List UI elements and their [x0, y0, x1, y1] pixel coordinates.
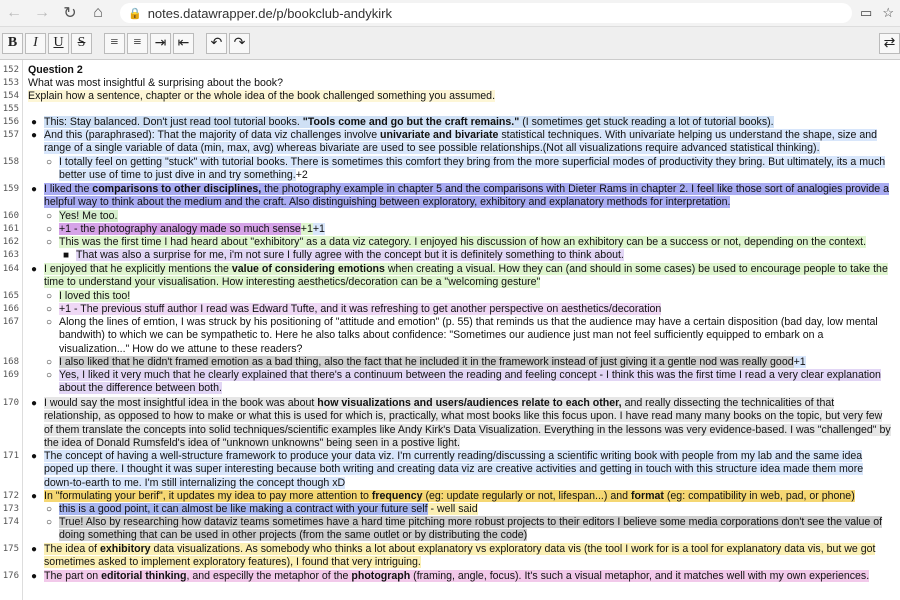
- redo-icon[interactable]: ↷: [229, 33, 250, 54]
- line-number: 152: [2, 65, 19, 75]
- unordered-list-icon[interactable]: ≡: [127, 33, 148, 54]
- bold-button[interactable]: B: [2, 33, 23, 54]
- line-number: 154: [2, 91, 19, 101]
- lock-icon: 🔒: [128, 7, 142, 20]
- pad-line: ● I enjoyed that he explicitly mentions the value of considering emotions when creating a visual. How they can (and should in some cases) be used to encourage people to take the time to understand your visualisation. How interesting aesthetics/decoration can be a "welcoming gesture": [31, 263, 888, 289]
- back-arrow-icon[interactable]: ←: [6, 4, 22, 21]
- pad-line: Explain how a sentence, chapter or the whole idea of the book challenged something you assumed.: [28, 90, 496, 102]
- line-number: 156: [2, 117, 19, 127]
- line-number: 161: [2, 224, 19, 234]
- line-number: 157: [2, 130, 19, 140]
- pad-line: ○ This was the first time I had heard about "exhibitory" as a data viz category. I enjoyed his discussion of how an exhibitory can be a success or not, depending on the context.: [46, 236, 867, 248]
- pad-line: ● In "formulating your berif", it updates my idea to pay more attention to frequency (eg: update regularly or not, lifespan...) and format (eg: compatibility in web, pad, or phone): [31, 490, 855, 502]
- line-number: 172: [2, 491, 19, 501]
- line-number: 153: [2, 78, 19, 88]
- line-number: 166: [2, 304, 19, 314]
- editor-toolbar: [0, 27, 900, 60]
- settings-toggle-icon[interactable]: ⇄: [879, 33, 900, 54]
- italic-button[interactable]: I: [25, 33, 46, 54]
- line-number: 176: [2, 571, 19, 581]
- indent-icon[interactable]: ⇥: [150, 33, 171, 54]
- pad-line: ○ Yes! Me too.: [46, 210, 118, 222]
- pad-line: ● The part on editorial thinking, and especilly the metaphor of the photograph (framing, angle, focus). It's such a visual metaphor, and it matches well with my own experiences.: [31, 570, 870, 582]
- cast-icon[interactable]: ▭: [860, 5, 873, 20]
- line-number: 160: [2, 211, 19, 221]
- line-number: 164: [2, 264, 19, 274]
- ordered-list-icon[interactable]: ≡: [104, 33, 125, 54]
- pad-line: ■ That was also a surprise for me, i'm not sure I fully agree with the concept but it is definitely something to think about.: [63, 249, 624, 261]
- line-number: 158: [2, 157, 19, 167]
- home-icon[interactable]: ⌂: [93, 4, 103, 21]
- url-text: notes.datawrapper.de/p/bookclub-andykirk: [147, 5, 392, 21]
- undo-icon[interactable]: ↶: [206, 33, 227, 54]
- pad-line: ○ I totally feel on getting "stuck" with tutorial books. There is sometimes this comfort they bring from the more superficial modes of productivity they bring. But ultimately, its a much better use of time to just dive in and try something.+2: [46, 156, 886, 182]
- line-number: 170: [2, 398, 19, 408]
- pad-line: ● I would say the most insightful idea in the book was about how visualizations and users/audiences relate to each other, and really dissecting the technicalities of that relationship, as opposed to how to make or what this is used for which is, practically, what most books like this focus upon. I have read many many books on the topic, but very few of them translate the concepts into solid techniques/scientific examples like Andy Kirk's Data Visualization. Everything in the lessons was very evidence-based. I was "challenged" by the idea of Donald Rumsfeld's idea of "unknown unknowns" being seen in a postive light.: [31, 397, 891, 449]
- pad-line: ○ Yes, I liked it very much that he clearly explained that there's a continuum between the reading and feeling concept - I think this was the first time I read a very clear explanation about the difference between both.: [46, 369, 881, 395]
- strikethrough-button[interactable]: S: [71, 33, 92, 54]
- pad-line: ○ this is a good point, it can almost be like making a contract with your future self - well said: [46, 503, 478, 515]
- pad-line: ○ +1 - the photography analogy made so much sense+1+1: [46, 223, 325, 235]
- line-number: 175: [2, 544, 19, 554]
- line-number: 167: [2, 317, 19, 327]
- underline-button[interactable]: U: [48, 33, 69, 54]
- line-number: 173: [2, 504, 19, 514]
- pad-line: ○ I also liked that he didn't framed emotion as a bad thing, also the fact that he included it in the framework instead of just giving it a gentle nod was really good+1: [46, 356, 806, 368]
- line-number: 168: [2, 357, 19, 367]
- pad-line: ○ Along the lines of emtion, I was struck by his positioning of "attitude and emotion" (p. 55) that reminds us that the audience may have a certain disposition (bad day, low mental bandwith) to which we can be sympathetic to. Here he also talks about confidence: "Sometimes our audience just man not feel sufficiently equipped to embark on a visualization..." How do we attune to these readers?: [46, 316, 878, 355]
- outdent-icon[interactable]: ⇤: [173, 33, 194, 54]
- line-number: 174: [2, 517, 19, 527]
- pad-line: ○ +1 - The previous stuff author I read was Edward Tufte, and it was refreshing to get another perspective on aesthetics/decoration: [46, 303, 662, 315]
- line-number: 155: [2, 104, 19, 114]
- line-number: 169: [2, 370, 19, 380]
- address-bar[interactable]: [120, 3, 852, 23]
- line-number: 162: [2, 237, 19, 247]
- pad-line: ● This: Stay balanced. Don't just read tool tutorial books. "Tools come and go but the craft remains." (I sometimes get stuck reading a lot of tutorial books).: [31, 116, 774, 128]
- line-number: 163: [2, 250, 19, 260]
- pad-line: ○ True! Also by researching how dataviz teams sometimes have a hard time pitching more robust projects to their editors I believe some media corporations don't see the value of doing something that can be used in other projects (from the same outlet or by distributing the code): [46, 516, 883, 542]
- pad-line: ● The idea of exhibitory data visualizations. As somebody who thinks a lot about explanatory vs exploratory data vis (the tool I work for is a tool for explanatory data vis, but we got sometimes asked to implement exploratory features), I found that very intriguing.: [31, 543, 876, 569]
- line-number: 171: [2, 451, 19, 461]
- line-number: 159: [2, 184, 19, 194]
- pad-line: ○ I loved this too!: [46, 290, 131, 302]
- star-icon[interactable]: ☆: [882, 5, 894, 20]
- browser-bar: [0, 0, 900, 27]
- pad-line: ● The concept of having a well-structure framework to produce your data viz. I'm currently reading/discussing a scientific writing book with people from my lab and the same idea poped up there. I thought it was super interesting because both writing and creating data viz are creative activities and getting in touch with this structure idea made them more down-to-earth to me. I'm still internalizing the concept though xD: [31, 450, 864, 489]
- pad-line: What was most insightful & surprising about the book?: [28, 77, 283, 89]
- reload-icon[interactable]: ↻: [63, 5, 77, 22]
- pad-line: ● I liked the comparisons to other disciplines, the photography example in chapter 5 and the comparisons with Dieter Rams in chapter 2. I feel like those sort of analogies provide a helpful way to think about the medium and the craft. Also distinguishing between exploratory, exhibitory and explanatory methods for interpretation.: [31, 183, 889, 209]
- pad-line: ● And this (paraphrased): That the majority of data viz challenges involve univariate and bivariate statistical techniques. With univariate helping us understand the shape, size and range of a single variable of data (min, max, avg) whereas bivariate are used to see possible relationships.(Not all visualizations require advanced statistical thinking).: [31, 129, 878, 155]
- pad-line: Question 2: [28, 64, 83, 76]
- line-number: 165: [2, 291, 19, 301]
- forward-arrow-icon[interactable]: →: [34, 4, 50, 21]
